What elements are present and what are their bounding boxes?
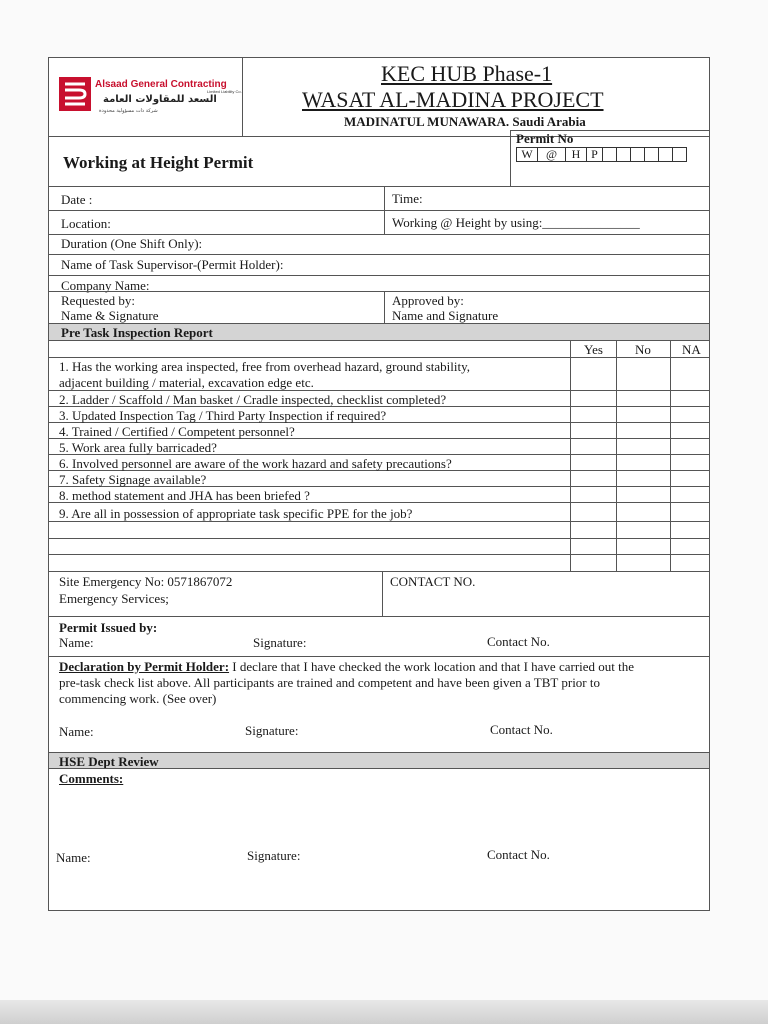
check-cell-yes[interactable] <box>571 358 615 389</box>
emergency-contact-label: CONTACT NO. <box>390 574 476 589</box>
permit-number-box[interactable]: H <box>565 147 587 162</box>
approved-by-field[interactable]: Approved by: <box>392 293 464 308</box>
check-cell-yes[interactable] <box>571 539 615 553</box>
permit-number-box[interactable] <box>602 147 617 162</box>
check-cell-na[interactable] <box>671 487 708 501</box>
project-subtitle: MADINATUL MUNAWARA. Saudi Arabia <box>344 114 586 129</box>
issued-name-field[interactable]: Name: <box>59 635 94 650</box>
check-cell-no[interactable] <box>617 487 669 501</box>
check-cell-na[interactable] <box>671 423 708 437</box>
check-cell-no[interactable] <box>617 439 669 453</box>
check-cell-yes[interactable] <box>571 555 615 570</box>
permit-title: Working at Height Permit <box>63 153 254 172</box>
declaration-text-1: I declare that I have checked the work location and that I have carried out the <box>229 659 635 674</box>
inspection-item: 1. Has the working area inspected, free from overhead hazard, ground stability, <box>59 359 471 374</box>
check-cell-yes[interactable] <box>571 487 615 501</box>
check-cell-no[interactable] <box>617 539 669 553</box>
check-cell-na[interactable] <box>671 439 708 453</box>
check-cell-na[interactable] <box>671 555 708 570</box>
permit-number-box[interactable] <box>672 147 687 162</box>
check-cell-no[interactable] <box>617 391 669 405</box>
check-cell-no[interactable] <box>617 423 669 437</box>
working-using-field[interactable]: Working @ Height by using:_______________ <box>392 215 640 230</box>
check-cell-yes[interactable] <box>571 471 615 485</box>
company-name-en: Alsaad General Contracting <box>95 79 227 90</box>
time-field[interactable]: Time: <box>392 191 423 206</box>
check-cell-yes[interactable] <box>571 439 615 453</box>
check-cell-no[interactable] <box>617 503 669 520</box>
permit-number-box[interactable]: P <box>586 147 603 162</box>
check-cell-na[interactable] <box>671 522 708 537</box>
check-cell-no[interactable] <box>617 455 669 469</box>
company-name-field[interactable]: Company Name: <box>61 278 150 293</box>
declaration-line2: pre-task check list above. All participants are trained and competent and have been given a TBT prior to <box>59 675 600 690</box>
check-cell-no[interactable] <box>617 358 669 389</box>
company-name-ar: السعد للمقاولات العامة <box>103 94 217 105</box>
site-emergency-number: Site Emergency No: 0571867072 <box>59 574 233 589</box>
hse-signature-field[interactable]: Signature: <box>247 848 301 863</box>
permit-no-label: Permit No <box>516 131 574 146</box>
column-header-na: NA <box>682 342 701 357</box>
permit-number-box[interactable] <box>644 147 659 162</box>
company-small-en: Limited Liability Co. <box>207 89 242 94</box>
check-cell-no[interactable] <box>617 522 669 537</box>
permit-number-box[interactable]: @ <box>537 147 566 162</box>
column-header-no: No <box>635 342 651 357</box>
hse-title: HSE Dept Review <box>59 754 159 769</box>
inspection-item: 8. method statement and JHA has been briefed ? <box>59 488 310 503</box>
permit-number-box[interactable] <box>616 147 631 162</box>
check-cell-yes[interactable] <box>571 407 615 421</box>
inspection-item: 7. Safety Signage available? <box>59 472 207 487</box>
check-cell-yes[interactable] <box>571 455 615 469</box>
declaration-signature-field[interactable]: Signature: <box>245 723 299 738</box>
check-cell-na[interactable] <box>671 407 708 421</box>
inspection-item: 4. Trained / Certified / Competent personnel? <box>59 424 295 439</box>
check-cell-na[interactable] <box>671 539 708 553</box>
inspection-title: Pre Task Inspection Report <box>61 325 213 340</box>
scan-edge-shadow <box>0 1000 768 1024</box>
permit-number-box[interactable] <box>630 147 645 162</box>
date-field[interactable]: Date : <box>61 192 93 207</box>
company-small-ar: شركة ذات مسؤولية محدودة <box>99 108 158 114</box>
permit-number-box[interactable]: W <box>516 147 538 162</box>
check-cell-no[interactable] <box>617 471 669 485</box>
header-divider <box>242 58 243 136</box>
check-cell-na[interactable] <box>671 391 708 405</box>
check-cell-yes[interactable] <box>571 391 615 405</box>
permit-form <box>48 57 710 911</box>
requested-by-field[interactable]: Requested by: <box>61 293 136 308</box>
inspection-item: 2. Ladder / Scaffold / Man basket / Cradle inspected, checklist completed? <box>59 392 447 407</box>
check-cell-na[interactable] <box>671 455 708 469</box>
declaration-contact-field[interactable]: Contact No. <box>490 722 553 737</box>
company-logo <box>59 77 242 121</box>
check-cell-no[interactable] <box>617 407 669 421</box>
hse-contact-field[interactable]: Contact No. <box>487 847 550 862</box>
permit-number-box[interactable] <box>658 147 673 162</box>
declaration-line1 <box>59 659 634 674</box>
check-cell-yes[interactable] <box>571 503 615 520</box>
check-cell-yes[interactable] <box>571 423 615 437</box>
logo-mark-icon <box>59 77 91 111</box>
supervisor-field[interactable]: Name of Task Supervisor-(Permit Holder): <box>61 257 284 272</box>
declaration-name-field[interactable]: Name: <box>59 724 94 739</box>
issued-signature-field[interactable]: Signature: <box>253 635 307 650</box>
issued-by-title: Permit Issued by: <box>59 620 158 635</box>
declaration-line3: commencing work. (See over) <box>59 691 217 706</box>
duration-field[interactable]: Duration (One Shift Only): <box>61 236 203 251</box>
requested-signature-label: Name & Signature <box>61 308 159 323</box>
column-header-yes: Yes <box>584 342 603 357</box>
hse-name-field[interactable]: Name: <box>56 850 91 865</box>
inspection-item: 9. Are all in possession of appropriate task specific PPE for the job? <box>59 506 413 521</box>
issued-contact-field[interactable]: Contact No. <box>487 634 550 649</box>
project-title-1: KEC HUB Phase-1 <box>381 61 553 86</box>
approved-signature-label: Name and Signature <box>392 308 499 323</box>
declaration-title: Declaration by Permit Holder: <box>59 659 230 674</box>
inspection-item: adjacent building / material, excavation edge etc. <box>59 375 314 390</box>
emergency-services-label: Emergency Services; <box>59 591 169 606</box>
location-field[interactable]: Location: <box>61 216 111 231</box>
inspection-item: 3. Updated Inspection Tag / Third Party Inspection if required? <box>59 408 387 423</box>
inspection-item: 5. Work area fully barricaded? <box>59 440 217 455</box>
check-cell-na[interactable] <box>671 358 708 389</box>
project-title-2: WASAT AL-MADINA PROJECT <box>302 87 604 112</box>
comments-label: Comments: <box>59 771 124 786</box>
check-cell-na[interactable] <box>671 471 708 485</box>
check-cell-na[interactable] <box>671 503 708 520</box>
check-cell-no[interactable] <box>617 555 669 570</box>
check-cell-yes[interactable] <box>571 522 615 537</box>
inspection-item: 6. Involved personnel are aware of the work hazard and safety precautions? <box>59 456 452 471</box>
